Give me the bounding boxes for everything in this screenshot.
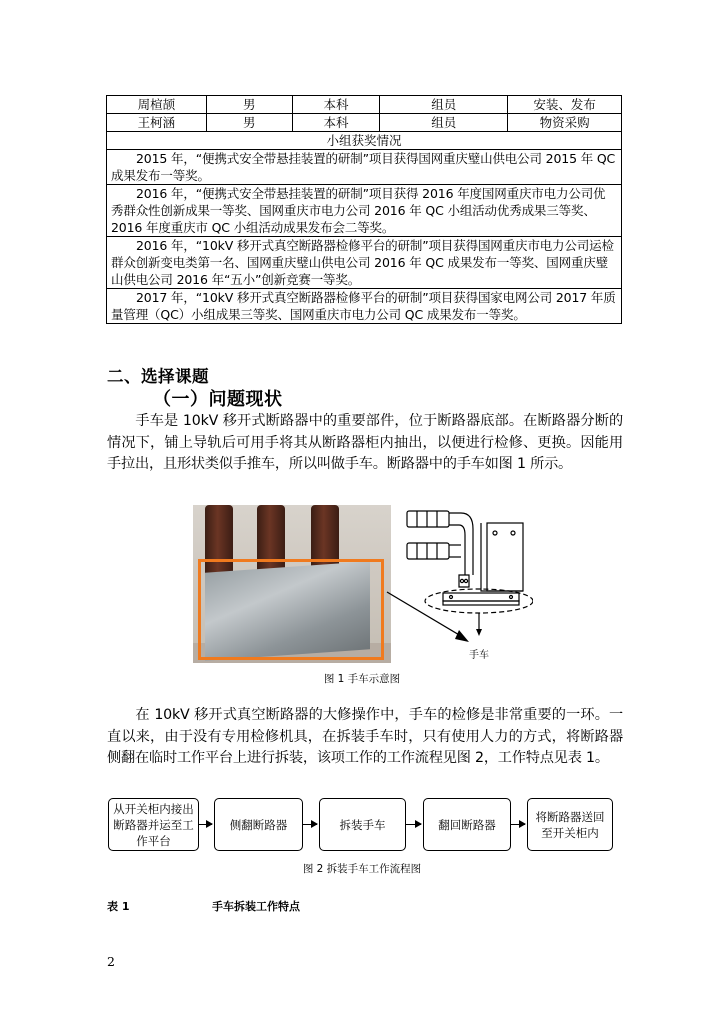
table-row	[107, 114, 622, 132]
diagram-label: 手车	[469, 650, 489, 661]
award-entry: 2016 年，“便携式安全带悬挂装置的研制”项目获得 2016 年度国网重庆市电力公司优秀群众性创新成果一等奖、国网重庆市电力公司 2016 年 QC 小组活动优秀成果三等奖、2016 年度重庆市 QC 小组活动成果发布会二等奖。	[107, 185, 622, 237]
flow-step: 翻回断路器	[423, 798, 511, 851]
table-row	[107, 289, 622, 324]
table-row	[107, 185, 622, 237]
body-paragraph: 在 10kV 移开式真空断路器的大修操作中，手车的检修是非常重要的一环。一直以来，由于没有专用检修机具，在拆装手车时，只有使用人力的方式，将断路器侧翻在临时工作平台上进行拆装，该项工作的工作流程见图 2，工作特点见表 1。	[107, 707, 623, 766]
figure-caption: 图 2 拆装手车工作流程图	[302, 863, 422, 875]
highlight-frame	[198, 559, 384, 660]
flow-step: 从开关柜内接出断路器并运至工作平台	[108, 798, 199, 851]
awards-header: 小组获奖情况	[107, 132, 622, 150]
award-entry: 2016 年，“10kV 移开式真空断路器检修平台的研制”项目获得国网重庆市电力公司运检群众创新变电类第一名、国网重庆璧山供电公司 2016 年 QC 成果发布一等奖、国网重庆璧山供电公司 2016 年“五小”创新竞赛一等奖。	[107, 237, 622, 289]
table-row	[107, 96, 622, 114]
table-cell: 物资采购	[508, 114, 622, 132]
table-row	[107, 150, 622, 185]
team-info-table	[106, 95, 622, 324]
flow-step: 拆装手车	[319, 798, 406, 851]
table-row	[107, 132, 622, 150]
pointer-arrow	[385, 590, 475, 650]
table-cell: 本科	[292, 96, 380, 114]
award-entry: 2015 年，“便携式安全带悬挂装置的研制”项目获得国网重庆璧山供电公司 2015 年 QC 成果发布一等奖。	[107, 150, 622, 185]
table-cell: 男	[206, 114, 292, 132]
table-cell: 安装、发布	[508, 96, 622, 114]
section-title: 二、选择课题	[107, 367, 209, 386]
table-cell: 王柯涵	[107, 114, 207, 132]
table-cell: 组员	[380, 114, 508, 132]
flow-arrow	[199, 824, 212, 825]
flow-arrow	[303, 824, 317, 825]
table-cell: 男	[206, 96, 292, 114]
table-cell: 本科	[292, 114, 380, 132]
body-paragraph: 手车是 10kV 移开式断路器中的重要部件，位于断路器底部。在断路器分断的情况下，铺上导轨后可用手将其从断路器柜内抽出，以便进行检修、更换。因能用手拉出，且形状类似手推车，所以叫做手车。断路器中的手车如图 1 所示。	[107, 413, 623, 472]
page-number: 2	[107, 954, 115, 969]
subsection-title: （一）问题现状	[153, 389, 283, 410]
flow-arrow	[406, 824, 421, 825]
table-cell: 周楦颉	[107, 96, 207, 114]
table-cell: 组员	[380, 96, 508, 114]
table-title: 手车拆装工作特点	[212, 900, 300, 913]
award-entry: 2017 年，“10kV 移开式真空断路器检修平台的研制”项目获得国家电网公司 2017 年质量管理（QC）小组成果三等奖、国网重庆市电力公司 QC 成果发布一等奖。	[107, 289, 622, 324]
figure-caption: 图 1 手车示意图	[323, 673, 401, 685]
flow-arrow	[511, 824, 525, 825]
table-row	[107, 237, 622, 289]
flow-step: 将断路器送回至开关柜内	[527, 798, 613, 851]
table-label: 表 1	[107, 900, 130, 913]
flow-step: 侧翻断路器	[214, 798, 303, 851]
breaker-photo	[193, 505, 391, 663]
